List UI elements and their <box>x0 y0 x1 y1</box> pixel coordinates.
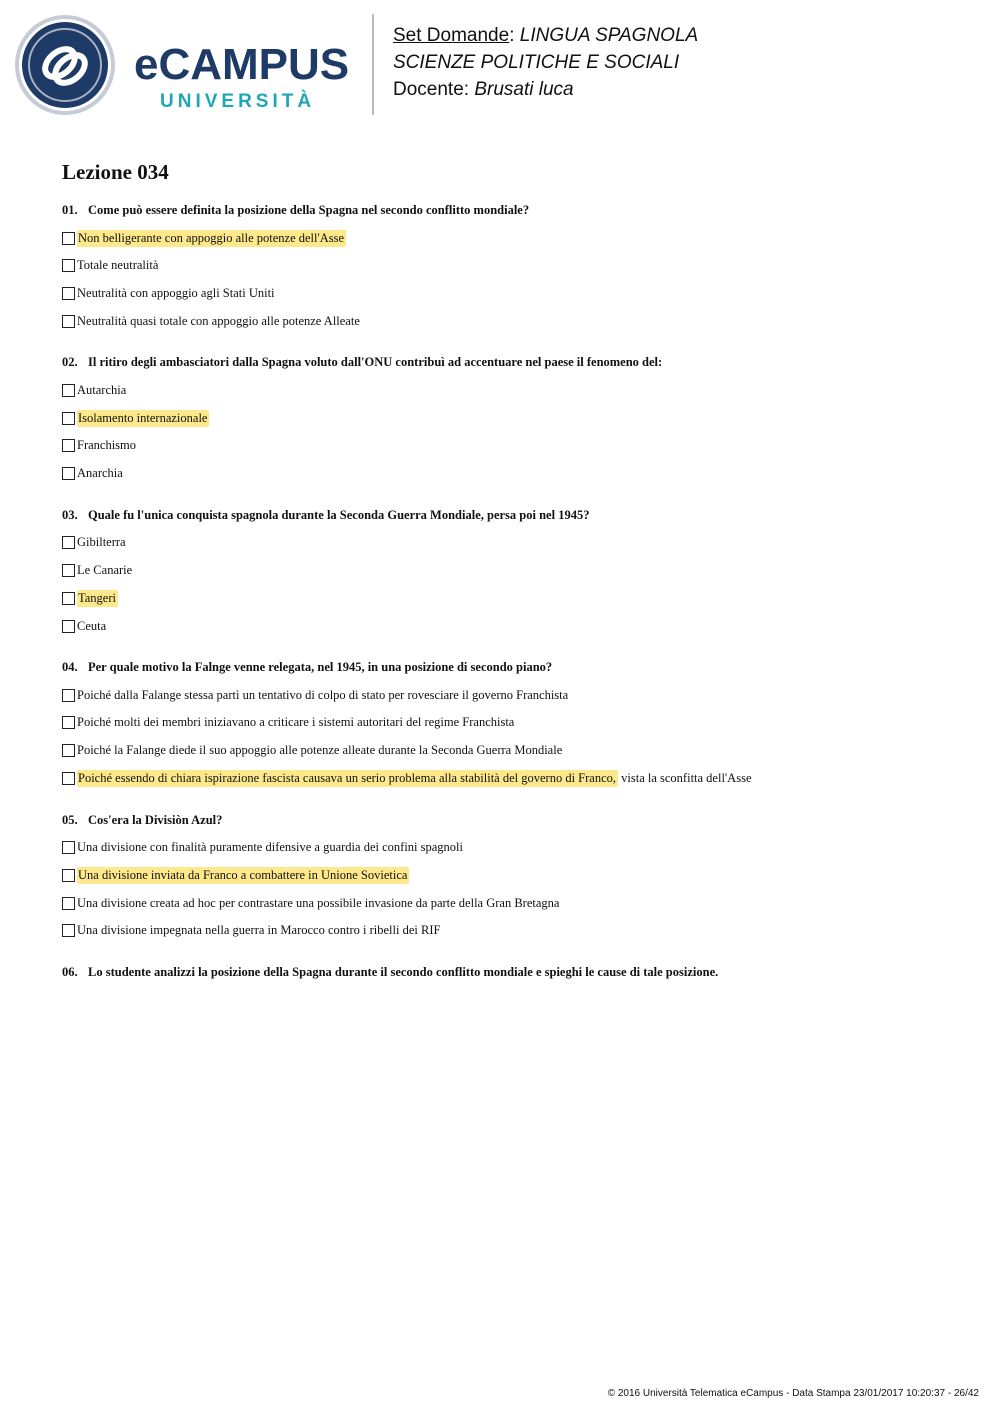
answer-text: Anarchia <box>77 466 123 481</box>
question-text <box>62 962 962 982</box>
answer-option[interactable] <box>62 713 962 733</box>
answer-checkbox[interactable] <box>62 744 75 757</box>
logo-brand-text: eCAMPUS <box>134 40 350 89</box>
question <box>62 352 962 483</box>
answer-checkbox[interactable] <box>62 315 75 328</box>
faculty-line <box>393 49 698 76</box>
answer-option[interactable] <box>62 741 962 761</box>
answer-option[interactable] <box>62 408 962 428</box>
question-label: Per quale motivo la Falnge venne relegata, nel 1945, in una posizione di secondo piano? <box>88 660 553 675</box>
question-text <box>62 200 962 220</box>
lesson-title: Lezione 034 <box>62 160 169 184</box>
question-text <box>62 810 962 830</box>
answer-text: Poiché molti dei membri iniziavano a criticare i sistemi autoritari del regime Franchista <box>77 715 515 730</box>
answer-checkbox[interactable] <box>62 259 75 272</box>
answer-checkbox[interactable] <box>62 592 75 605</box>
answer-text: Poiché la Falange diede il suo appoggio alle potenze alleate durante la Seconda Guerra Mondiale <box>77 743 563 758</box>
answer-checkbox[interactable] <box>62 439 75 452</box>
teacher-label: Docente: <box>393 79 470 100</box>
question-text <box>62 657 962 677</box>
answer-checkbox[interactable] <box>62 689 75 702</box>
answer-text: Una divisione impegnata nella guerra in Marocco contro i ribelli dei RIF <box>77 923 441 938</box>
answer-text: Autarchia <box>77 382 127 397</box>
faculty-name: SCIENZE POLITICHE E SOCIALI <box>393 52 680 73</box>
answer-checkbox[interactable] <box>62 232 75 245</box>
answer-option[interactable] <box>62 893 962 913</box>
answer-option[interactable] <box>62 561 962 581</box>
answer-checkbox[interactable] <box>62 384 75 397</box>
answer-checkbox[interactable] <box>62 287 75 300</box>
question-label: Quale fu l'unica conquista spagnola durante la Seconda Guerra Mondiale, persa poi nel 1945? <box>88 507 590 522</box>
answer-text: Una divisione con finalità puramente difensive a guardia dei confini spagnoli <box>77 840 463 855</box>
logo-sub-text: UNIVERSITÀ <box>160 91 316 112</box>
page-header <box>0 0 1000 130</box>
teacher-name: Brusati luca <box>474 79 574 100</box>
ecampus-logo <box>14 14 359 116</box>
answer-option[interactable] <box>62 464 962 484</box>
set-label: Set Domande <box>393 25 510 46</box>
question <box>62 657 962 788</box>
answer-checkbox[interactable] <box>62 869 75 882</box>
question-list <box>62 200 962 1003</box>
answer-option[interactable] <box>62 769 962 789</box>
answer-option[interactable] <box>62 380 962 400</box>
answer-text: Neutralità quasi totale con appoggio alle potenze Alleate <box>77 313 360 328</box>
question-number: 03. <box>62 507 78 522</box>
answer-checkbox[interactable] <box>62 772 75 785</box>
answer-text: Neutralità con appoggio agli Stati Uniti <box>77 286 275 301</box>
question-label: Lo studente analizzi la posizione della Spagna durante il secondo conflitto mondiale e spieghi le cause di tale posizione. <box>88 964 719 979</box>
answer-checkbox[interactable] <box>62 716 75 729</box>
answer-checkbox[interactable] <box>62 841 75 854</box>
answer-option[interactable] <box>62 256 962 276</box>
question <box>62 810 962 941</box>
answer-option[interactable] <box>62 616 962 636</box>
question-label: Cos'era la Divisiòn Azul? <box>88 812 223 827</box>
answer-option[interactable] <box>62 865 962 885</box>
question-number: 04. <box>62 660 78 675</box>
question <box>62 962 962 982</box>
answer-text-highlighted: Non belligerante con appoggio alle potenze dell'Asse <box>78 230 345 245</box>
question-label: Il ritiro degli ambasciatori dalla Spagna voluto dall'ONU contribuì ad accentuare nel paese il fenomeno del: <box>88 355 663 370</box>
question <box>62 505 962 636</box>
answer-option[interactable] <box>62 228 962 248</box>
answer-text-highlighted: Poiché essendo di chiara ispirazione fascista causava un serio problema alla stabilità del governo di Franco, <box>78 771 617 786</box>
answer-option[interactable] <box>62 921 962 941</box>
question-text <box>62 352 962 372</box>
answer-text: Poiché dalla Falange stessa partì un tentativo di colpo di stato per rovesciare il governo Franchista <box>77 687 569 702</box>
answer-text: Gibilterra <box>77 535 126 550</box>
answer-checkbox[interactable] <box>62 412 75 425</box>
answer-checkbox[interactable] <box>62 924 75 937</box>
answer-checkbox[interactable] <box>62 467 75 480</box>
answer-text: Una divisione creata ad hoc per contrastare una possibile invasione da parte della Gran Bretagna <box>77 895 560 910</box>
answer-text-highlighted: Isolamento internazionale <box>78 410 208 425</box>
answer-option[interactable] <box>62 588 962 608</box>
course-line: Set Domande: LINGUA SPAGNOLA <box>393 25 699 46</box>
answer-text: Ceuta <box>77 618 107 633</box>
page-footer: © 2016 Università Telematica eCampus - Data Stampa 23/01/2017 10:20:37 - 26/42 <box>607 1388 979 1399</box>
answer-option[interactable] <box>62 838 962 858</box>
answer-text-highlighted: Tangeri <box>78 590 116 605</box>
question-text <box>62 505 962 525</box>
course-name: LINGUA SPAGNOLA <box>519 25 699 46</box>
answer-checkbox[interactable] <box>62 536 75 549</box>
answer-option[interactable] <box>62 284 962 304</box>
question <box>62 200 962 331</box>
answer-text: Franchismo <box>77 438 137 453</box>
question-number: 06. <box>62 964 78 979</box>
answer-option[interactable] <box>62 533 962 553</box>
question-number: 01. <box>62 203 78 217</box>
answer-checkbox[interactable] <box>62 897 75 910</box>
header-divider <box>372 14 374 115</box>
answer-option[interactable] <box>62 436 962 456</box>
course-info <box>393 22 698 103</box>
answer-option[interactable] <box>62 311 962 331</box>
answer-checkbox[interactable] <box>62 620 75 633</box>
answer-text-highlighted: Una divisione inviata da Franco a combattere in Unione Sovietica <box>78 867 408 882</box>
answer-text-tail: vista la sconfitta dell'Asse <box>618 771 752 786</box>
answer-text: Totale neutralità <box>77 258 159 273</box>
teacher-line <box>393 76 698 103</box>
question-label: Come può essere definita la posizione della Spagna nel secondo conflitto mondiale? <box>88 203 530 217</box>
question-number: 02. <box>62 355 78 370</box>
answer-checkbox[interactable] <box>62 564 75 577</box>
question-number: 05. <box>62 812 78 827</box>
answer-option[interactable] <box>62 685 962 705</box>
answer-text: Le Canarie <box>77 563 133 578</box>
